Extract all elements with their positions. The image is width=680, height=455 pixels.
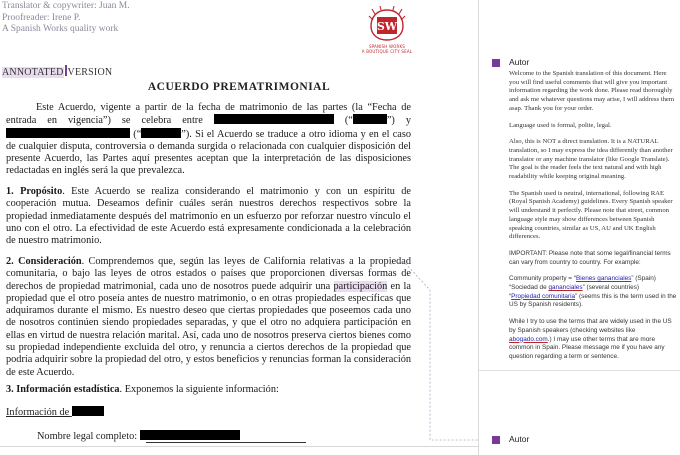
annotated-version-label: [2, 65, 112, 79]
comment-line: Community property = “Bienes gananciales” (Spain): [509, 275, 656, 283]
term-link[interactable]: Propiedad comunitaria: [511, 292, 576, 300]
intro-text-2: (“: [344, 115, 353, 127]
comment-pane: [478, 0, 680, 455]
comment-paragraph: Also, this is NOT a direct translation. It is a NATURAL translation, so I may express the idea differently than another translator or any machine translator (like Google Translate). The goal is the reader feels the text natural and with high readability while keeping original meaning.: [509, 138, 673, 181]
comment-paragraph: Welcome to the Spanish translation of this document. Here you will find useful comments that will give you important information regarding the work done. Please read thoroughly and ask me whatever questions may arise, I will address them asap. Thank you for your order.: [509, 70, 675, 112]
logo-caption-1: SPANISH WORKS: [368, 44, 406, 49]
proposito-text: . Este Acuerdo se realiza considerando el matrimonio y con un espíritu de cooperación mutua. Deseamos definir cuáles serán nuestros derechos respectivos sobre la propiedad inmediatamente después del matrimonio en un esfuerzo por reforzar nuestro vínculo el uno con el otro. La efectividad de este Acuerdo está expresamente condicionada a la celebración de nuestro matrimonio.: [6, 186, 411, 247]
spanish-works-logo: [358, 6, 416, 54]
consideracion-text-2: en la propiedad que el otro poseía antes de nuestro matrimonio, o en otras propiedades específicas que adquiramos durante el mismo. Es nuestro deseo que ciertas propiedades que poseemos cada uno de nosotros continúen siendo propiedades separadas, y que el otro no adquiera participación en ellas en virtud de nuestra relación marital. Así, cada uno de nosotros preserva ciertos bienes como su propiedad independiente excluida del otro, y renuncia a ciertos derechos de la propiedad que podría adquirir sobre la propiedad del otro, y estos beneficios y renuncias forman la consideración de este Acuerdo.: [6, 280, 411, 378]
redacted-party: [72, 406, 104, 416]
redacted-legal-name: [140, 430, 240, 440]
quality-tagline: A Spanish Works quality work: [2, 24, 119, 34]
section-informacion: [6, 384, 411, 396]
info-heading: 3. Información estadística: [6, 384, 120, 395]
intro-text-5: ”). Si el Acuerdo se traduce a otro idioma y en el caso de cualquier disputa, controversia o demanda surgida o relacionada con cualquier disposición del presente Acuerdo, las Partes aquí presentes aceptan que la interpretación de las disposiciones redactadas en inglés será la que prevalezca.: [6, 128, 412, 177]
intro-text-3: ”) y: [386, 115, 411, 127]
comment-paragraph: While I try to use the terms that are widely used in the US by Spanish speakers (checking websites like abogado.com.) I may use other terms that are more common in Spain. Please message me if you have any question regarding a term or sentence.: [509, 318, 672, 360]
page-break-line: [0, 446, 478, 447]
term-link[interactable]: gananciales: [548, 284, 583, 292]
proposito-heading: 1. Propósito: [6, 186, 63, 197]
info-de-text: Información de: [6, 407, 70, 418]
comment-author-name[interactable]: Autor: [509, 57, 530, 67]
website-link[interactable]: abogado.com: [509, 335, 548, 343]
comment-paragraph: Language used is formal, polite, legal.: [509, 121, 612, 129]
comment-author-avatar: [492, 59, 500, 67]
term-link[interactable]: Bienes gananciales: [575, 275, 632, 283]
comment-paragraph: IMPORTANT: Please note that some legal/financial terms can vary from country to country. For example:: [509, 249, 671, 266]
comment-body[interactable]: [509, 70, 677, 371]
annotated-word: ANNOTATED: [2, 67, 64, 78]
proofreader-credit: Proofreader: Irene P.: [2, 13, 81, 23]
comment-separator: [479, 370, 680, 371]
comment-pane-header: [479, 0, 680, 52]
legal-name-label: Nombre legal completo:: [37, 431, 138, 442]
translator-credit: Translator & copywriter: Juan M.: [2, 1, 130, 11]
section-proposito: [6, 186, 411, 247]
legal-name-field: [37, 430, 240, 442]
logo-caption-2: A BOUTIQUE CITY SEAL: [361, 49, 413, 54]
comment-line: “Sociedad de gananciales” (several countries): [509, 284, 640, 292]
consideracion-text-1: . Comprendemos que, según las leyes de California relativas a la propiedad comunitaria, o bajo las leyes de otros estados o países que proporcionen diversas formas de derechos de propiedad matrimonial, cada uno de nosotros puede adquirir una: [6, 256, 411, 292]
intro-text-1: Este Acuerdo, vigente a partir de la fecha de matrimonio de las partes (la “Fecha de entrada en vigencia”) se celebra entre: [6, 102, 411, 127]
redacted-name-2: [6, 128, 130, 138]
logo-letters: SW: [376, 20, 398, 33]
comment-author-avatar: [492, 436, 500, 444]
redacted-name-1: [214, 114, 334, 124]
comment-paragraph: The Spanish used is neutral, international, following RAE (Royal Spanish Academy) guidelines. Every Spanish speaker will understand it perfectly. Please note that street, common language style may show differences between Spanish speaking countries, similar as US, AU and UK English differences.: [509, 189, 673, 241]
version-word: VERSION: [67, 67, 113, 78]
document-title: ACUERDO PREMATRIMONIAL: [147, 81, 331, 93]
redacted-alias-2: [141, 128, 181, 138]
comment-author-name[interactable]: Autor: [509, 434, 530, 444]
commented-word-participacion[interactable]: participación: [333, 280, 388, 292]
section-consideracion: [6, 256, 411, 379]
info-text: . Exponemos la siguiente información:: [119, 384, 279, 395]
redacted-alias-1: [353, 114, 387, 124]
consideracion-heading: 2. Consideración: [6, 256, 82, 267]
legal-name-underline: [146, 442, 306, 443]
comment-anchor-marker[interactable]: [65, 65, 67, 76]
intro-paragraph: [6, 102, 411, 178]
info-de-label: [6, 406, 104, 418]
intro-text-4: (“: [133, 128, 142, 140]
comment-line: “Propiedad comunitaria” (seems this is the term used in the US by Spanish residents).: [509, 292, 677, 309]
seal-icon: [367, 6, 407, 44]
